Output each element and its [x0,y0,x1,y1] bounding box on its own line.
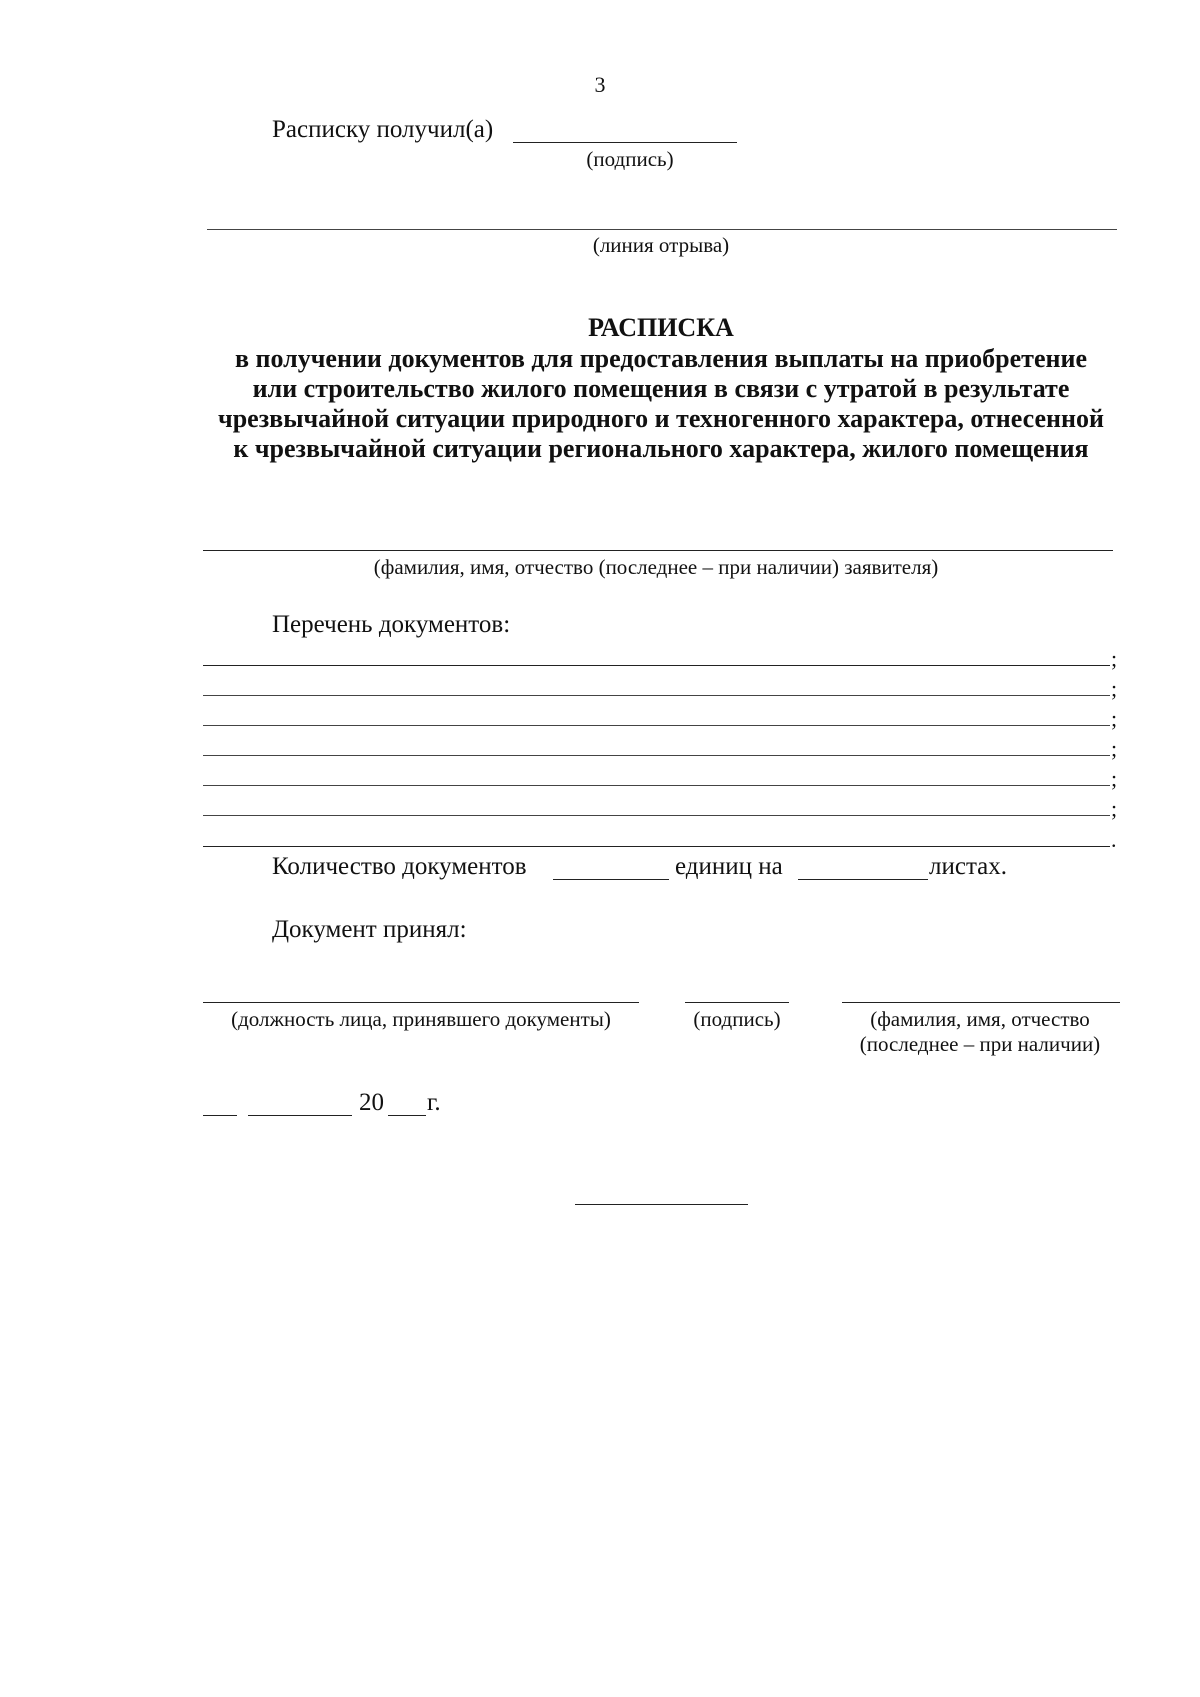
documents-sheets-label: листах. [929,853,1008,880]
page-number: 3 [594,72,606,97]
received-signature-line [513,142,737,143]
tear-line-caption: (линия отрыва) [592,233,730,257]
document-entry-terminator: ; [1111,766,1118,791]
document-entry-terminator: ; [1111,736,1118,761]
document-entry-terminator: ; [1111,706,1118,731]
tear-line [207,229,1117,230]
document-subtitle-line: к чрезвычайной ситуации регионального характера, жилого помещения [233,434,1089,463]
document-entry-line [203,665,1110,666]
document-entry-terminator: ; [1111,646,1118,671]
accepted-position-caption: (должность лица, принявшего документы) [231,1007,611,1031]
document-subtitle-line: в получении документов для предоставления выплаты на приобретение [235,344,1087,373]
document-entry-line [203,815,1110,816]
document-title: РАСПИСКА [588,313,734,342]
document-entry-line [203,725,1110,726]
date-day-blank [203,1115,237,1116]
applicant-caption: (фамилия, имя, отчество (последнее – при наличии) заявителя) [373,555,939,579]
date-year-prefix: 20 [359,1089,384,1116]
accepted-name-caption-line: (последнее – при наличии) [859,1032,1101,1056]
document-subtitle-line: или строительство жилого помещения в связи с утратой в результате [252,374,1070,403]
accepted-name-caption-line: (фамилия, имя, отчество [870,1007,1090,1031]
document-entry-line [203,695,1110,696]
date-year-suffix: г. [427,1089,441,1116]
document-entry-terminator: ; [1111,676,1118,701]
documents-units-label: единиц на [675,853,783,880]
received-signature-caption: (подпись) [586,147,674,171]
accepted-position-line [203,1002,639,1003]
documents-count-blank [553,879,669,880]
applicant-name-line [203,550,1113,551]
closing-divider [575,1204,748,1205]
accepted-name-line [842,1002,1120,1003]
received-label: Расписку получил(а) [272,116,494,143]
date-year-blank [388,1115,426,1116]
accepted-label: Документ принял: [272,916,467,943]
documents-list-label: Перечень документов: [272,611,511,638]
documents-count-label: Количество документов [272,853,527,880]
document-entry-line [203,755,1110,756]
date-month-blank [248,1115,352,1116]
accepted-signature-line [685,1002,789,1003]
document-entry-line [203,785,1110,786]
document-subtitle-line: чрезвычайной ситуации природного и техногенного характера, отнесенной [218,404,1104,433]
document-entry-terminator: ; [1111,796,1118,821]
accepted-signature-caption: (подпись) [693,1007,781,1031]
document-entry-terminator: . [1111,827,1117,852]
document-entry-line [203,846,1110,847]
documents-sheets-blank [798,879,928,880]
